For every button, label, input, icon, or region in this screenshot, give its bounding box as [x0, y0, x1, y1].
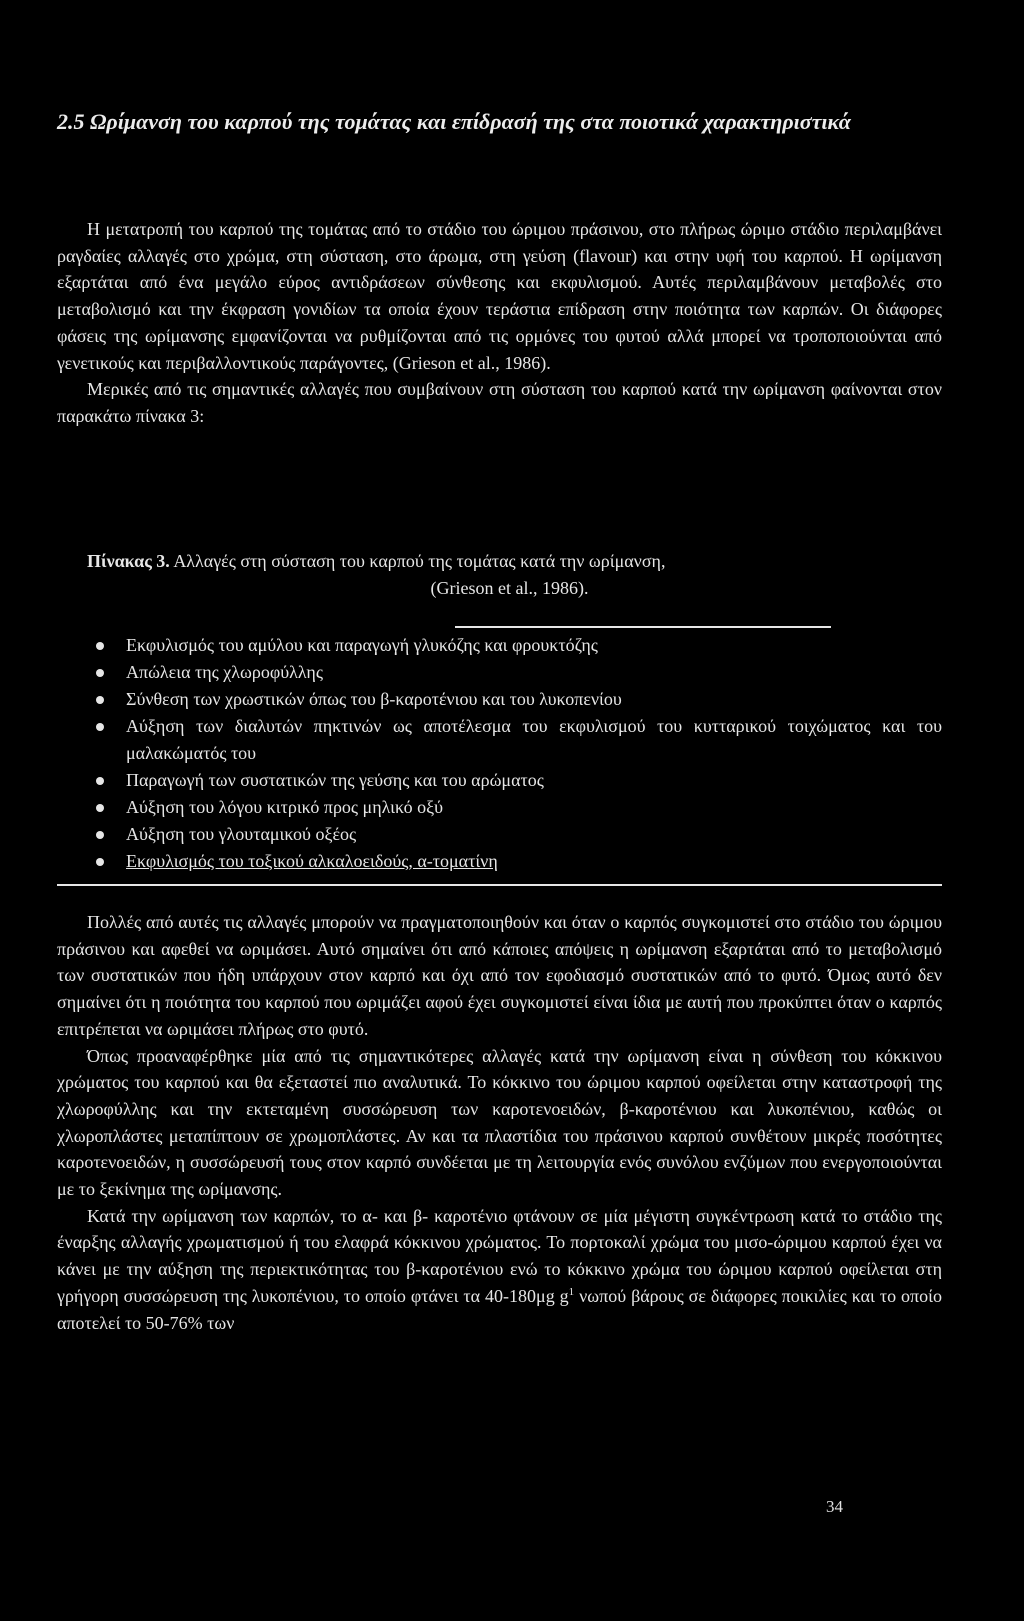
page-number: 34	[826, 1497, 843, 1516]
list-item: Εκφυλισμός του αμύλου και παραγωγή γλυκόζης και φρουκτόζης	[96, 632, 942, 659]
list-item: Αύξηση των διαλυτών πηκτινών ως αποτέλεσμα του εκφυλισμού του κυτταρικού τοιχώματος και του μαλακώματός του	[96, 713, 942, 767]
table-caption	[57, 548, 942, 602]
bullet-icon	[96, 804, 104, 812]
table-bottom-rule	[57, 884, 942, 886]
body-text	[57, 909, 942, 1336]
body-paragraph-4: Όπως προαναφέρθηκε μία από τις σημαντικότερες αλλαγές κατά την ωρίμανση είναι η σύνθεση του κόκκινου χρώματος του καρπού και θα εξεταστεί πιο αναλυτικά. Το κόκκινο του ώριμου καρπού οφείλεται στην καταστροφή της χλωροφύλλης και την εκτεταμένη συσσώρευση των καροτενοειδών, β-καροτένιου και λυκοπένιου, καθώς οι χλωροπλάστες μεταπίπτουν σε χρωμοπλάστες. Αν και τα πλαστίδια του πράσινου καρπού συνθέτουν μικρές ποσότητες καροτενοειδών, η συσσώρευσή τους στον καρπό συνδέεται με τη λειτουργία ενός συνόλου ενζύμων που ενεργοποιούνται με το ξεκίνημα της ωρίμανσης.	[57, 1045, 942, 1200]
table-list	[96, 632, 942, 875]
bullet-icon	[96, 696, 104, 704]
intro-text	[57, 216, 942, 430]
paragraph-5-text: Κατά την ωρίμανση των καρπών, το α- και β- καροτένιο φτάνουν σε μία μέγιστη συγκέντρωση κατά το στάδιο της έναρξης αλλαγής χρωματισμού ή του ελαφρά κόκκινου χρώματος. Το πορτοκαλί χρώμα του μισο-ώριμου καρπού έχει να κάνει με την αύξηση της περιεκτικότητας του β-καροτένιου ενώ το κόκκινο χρώμα του ώριμου καρπού οφείλεται στη γρήγορη συσσώρευση της λυκοπένιου, το οποίο φτάνει τα 40-180μg g	[57, 1205, 942, 1306]
table-source: (Grieson et al., 1986).	[430, 578, 589, 598]
intro-paragraph-2: Μερικές από τις σημαντικές αλλαγές που συμβαίνουν στη σύσταση του καρπού κατά την ωρίμανση φαίνονται στον παρακάτω πίνακα 3:	[57, 379, 942, 426]
table-title: Αλλαγές στη σύσταση του καρπού της τομάτας κατά την ωρίμανση,	[173, 551, 666, 571]
table-top-rule	[455, 626, 831, 628]
section-heading: 2.5 Ωρίμανση του καρπού της τομάτας και επίδρασή της στα ποιοτικά χαρακτηριστικά	[57, 109, 851, 134]
body-paragraph-3: Πολλές από αυτές τις αλλαγές μπορούν να πραγματοποιηθούν και όταν ο καρπός συγκομιστεί στο στάδιο του ώριμου πράσινου και αφεθεί να ωριμάσει. Αυτό σημαίνει ότι από κάποιες απόψεις η ωρίμανση εξαρτάται από το μεταβολισμό των συστατικών που ήδη υπάρχουν στον καρπό και όχι από τον εφοδιασμό συστατικών από το φυτό. Όμως αυτό δεν σημαίνει ότι η ποιότητα του καρπού που ωριμάζει αφού έχει συγκομιστεί είναι ίδια με αυτή που προκύπτει όταν ο καρπός επιτρέπεται να ωριμάσει πλήρως στο φυτό.	[57, 912, 942, 1039]
bullet-icon	[96, 642, 104, 650]
bullet-icon	[96, 723, 104, 731]
body-paragraph-5	[57, 1203, 942, 1337]
bullet-icon	[96, 669, 104, 677]
table-caption-line-1	[57, 548, 942, 575]
list-item: Απώλεια της χλωροφύλλης	[96, 659, 942, 686]
list-item: Εκφυλισμός του τοξικού αλκαλοειδούς, α-τοματίνη	[96, 848, 942, 875]
list-item: Παραγωγή των συστατικών της γεύσης και του αρώματος	[96, 767, 942, 794]
paragraph-5-continued: νωπού βάρους σε διάφορες ποικιλίες και το οποίο αποτελεί το 50-76% των	[57, 1285, 942, 1333]
bullet-icon	[96, 831, 104, 839]
list-item: Αύξηση του γλουταμικού οξέος	[96, 821, 942, 848]
bullet-icon	[96, 858, 104, 866]
superscript: 1	[568, 1285, 575, 1298]
list-item: Αύξηση του λόγου κιτρικό προς μηλικό οξύ	[96, 794, 942, 821]
bullet-icon	[96, 777, 104, 785]
intro-paragraph-1: Η μετατροπή του καρπού της τομάτας από το στάδιο του ώριμου πράσινου, στο πλήρως ώριμο στάδιο περιλαμβάνει ραγδαίες αλλαγές στο χρώμα, στη σύσταση, στο άρωμα, στη γεύση (flavour) και στην υφή του καρπού. Η ωρίμανση εξαρτάται από ένα μεγάλο εύρος αντιδράσεων σύνθεσης και εκφυλισμού. Αυτές περιλαμβάνουν μεταβολές στο μεταβολισμό και την έκφραση γονιδίων τα οποία έχουν τεράστια επίδραση στην ποιότητα των καρπών. Οι διάφορες φάσεις της ωρίμανσης εμφανίζονται να ρυθμίζονται από τις ορμόνες του φυτού αλλά μπορεί να τροποποιούνται από γενετικούς και περιβαλλοντικούς παράγοντες, (Grieson et al., 1986).	[57, 219, 942, 373]
list-item: Σύνθεση των χρωστικών όπως του β-καροτένιου και του λυκοπενίου	[96, 686, 942, 713]
table-label: Πίνακας 3.	[87, 551, 170, 571]
